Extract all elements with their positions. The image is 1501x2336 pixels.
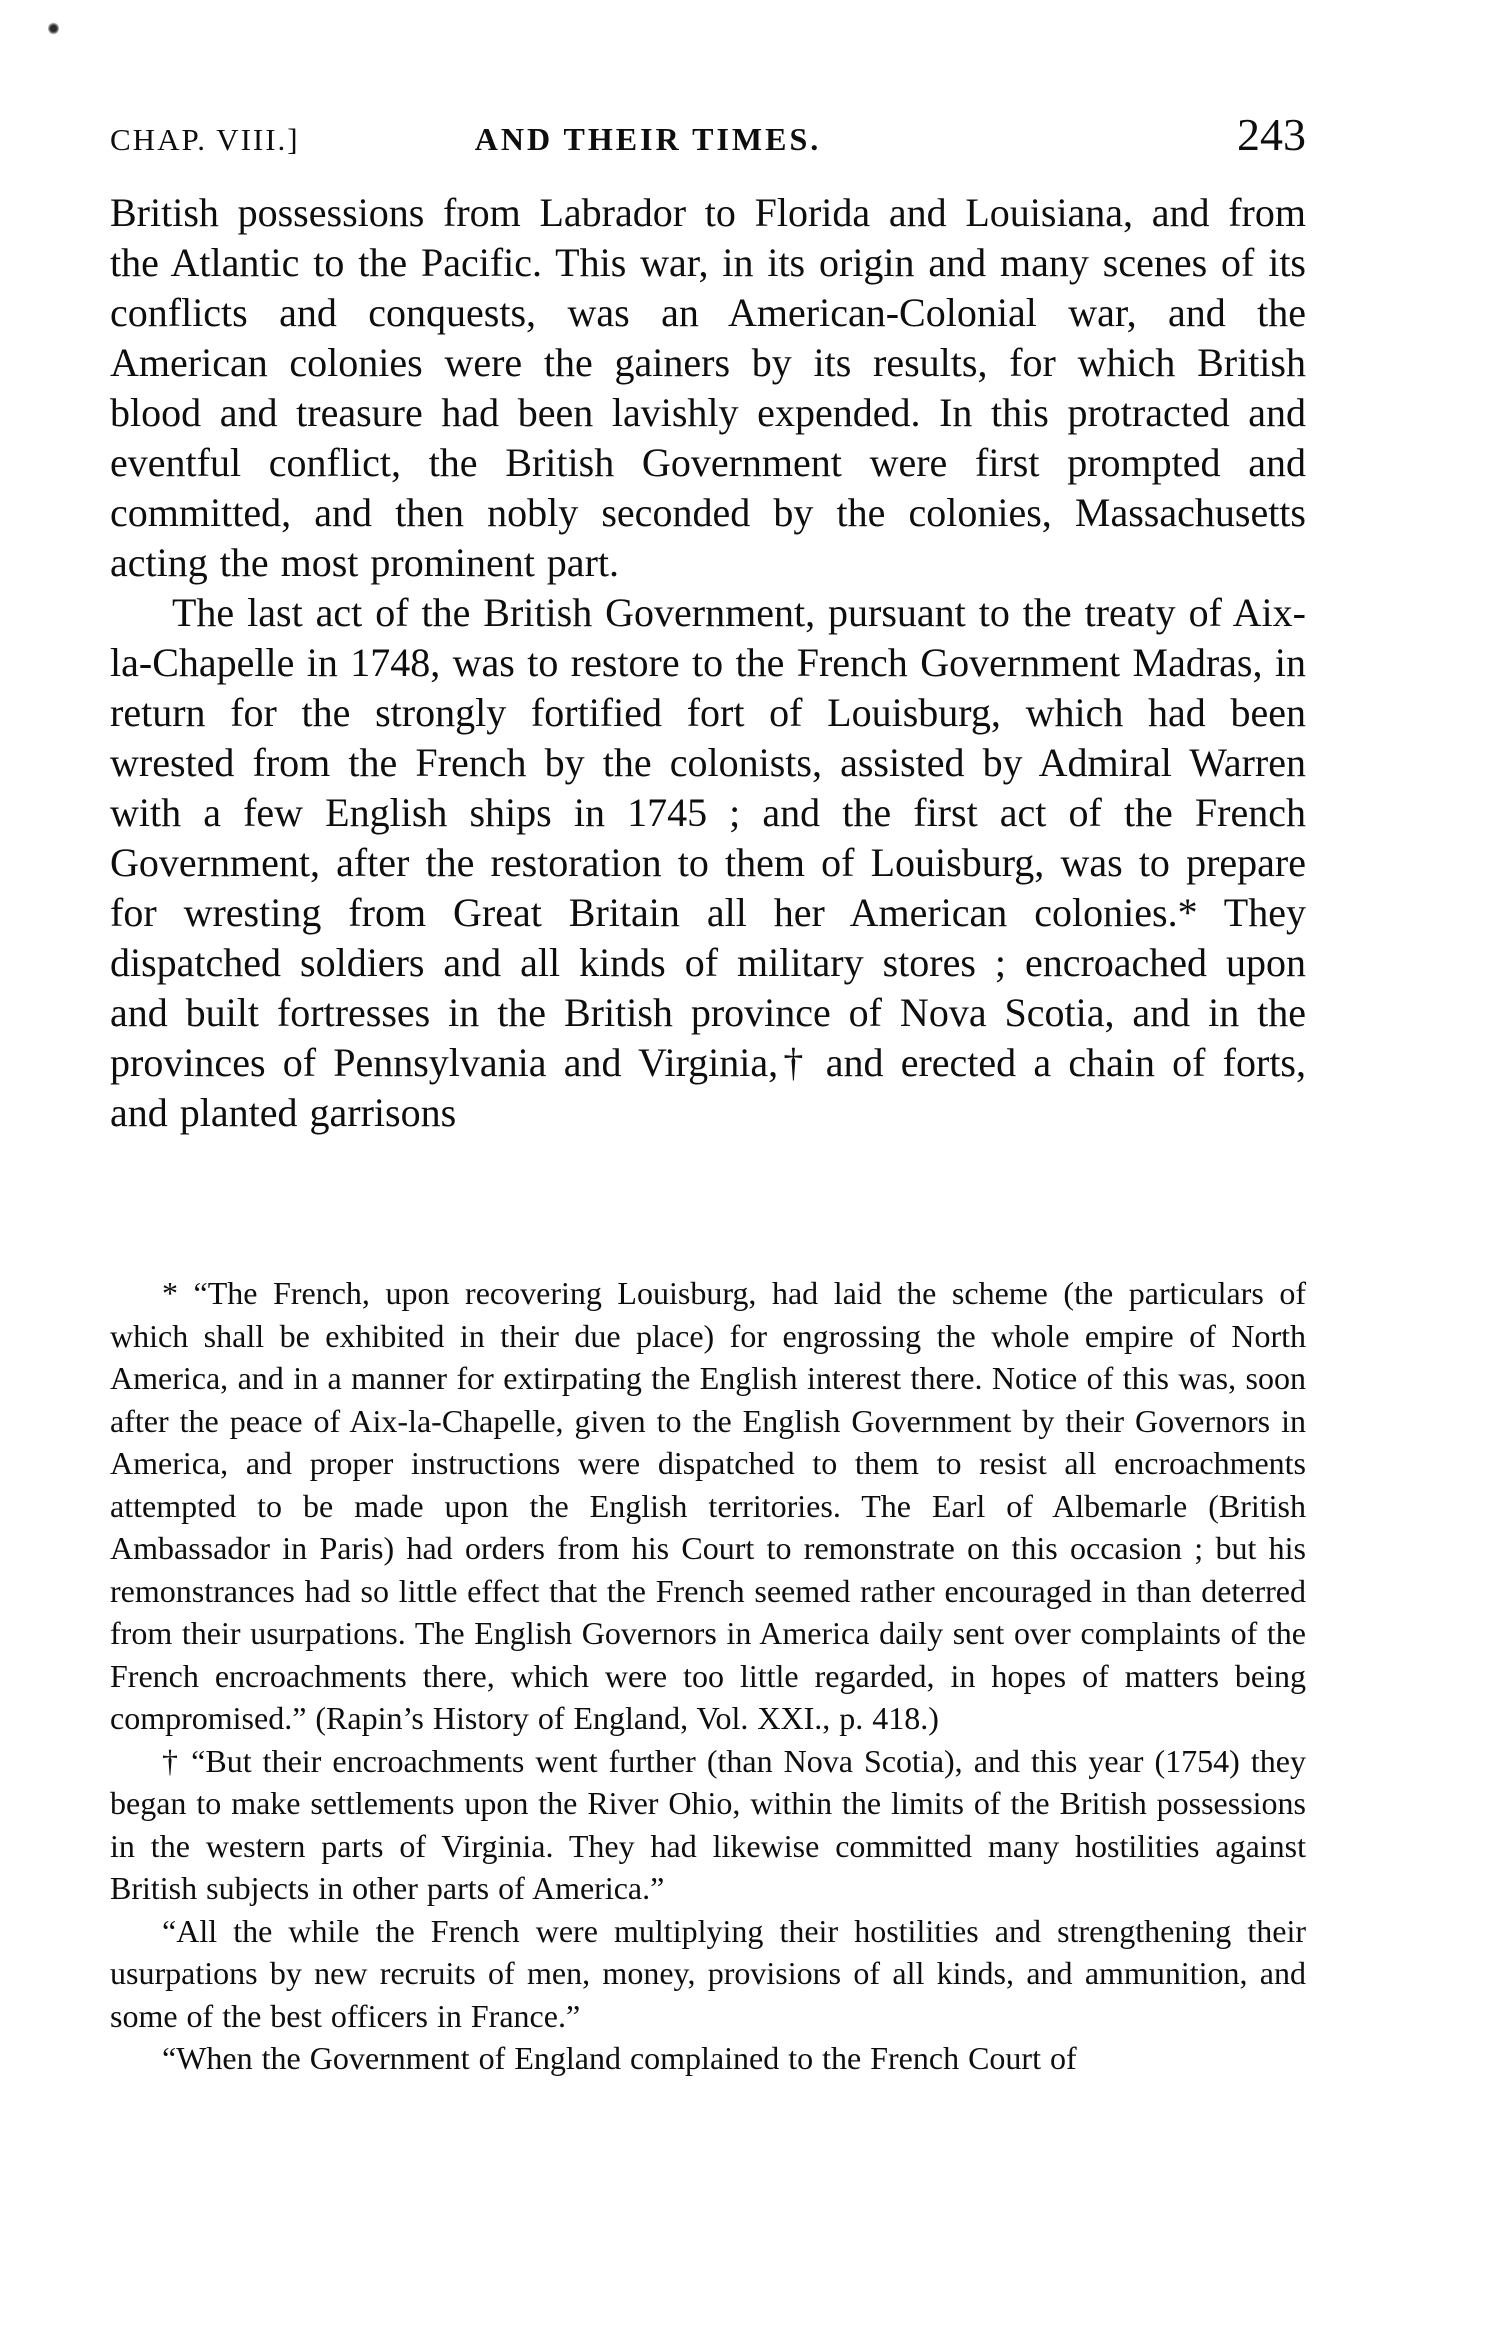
footnote-dagger-continued: “All the while the French were multiplying their hostilities and strengthening their usurpations by new recruits of men, money, provisions of all kinds, and ammunition, and some of the best officers in France.” [110,1912,1306,2034]
main-text-block [110,188,1306,1138]
footnote-asterisk: * “The French, upon recovering Louisburg, had laid the scheme (the particulars of which shall be exhibited in their due place) for engrossing the whole empire of North America, and in a manner for extirpating the English interest there. Notice of this was, soon after the peace of Aix-la-Chapelle, given to the English Government by their Governors in America, and proper instructions were dispatched to them to resist all encroachments attempted to be made upon the English territories. The Earl of Albemarle (British Ambassador in Paris) had orders from his Court to remonstrate on this occasion ; but his remonstrances had so little effect that the French seemed rather encouraged in than deterred from their usurpations. The English Governors in America daily sent over complaints of the French encroachments there, which were too little regarded, in hopes of matters being compromised.” (Rapin’s History of England, Vol. XXI., p. 418.) [110,1275,1306,1736]
body-paragraph-1: British possessions from Labrador to Florida and Louisiana, and from the Atlantic to the Pacific. This war, in its origin and many scenes of its conflicts and conquests, was an American-Colonial war, and the American colonies were the gainers by its results, for which British blood and treasure had been lavishly expended. In this protracted and eventful conflict, the British Government were first prompted and committed, and then nobly seconded by the colonies, Massachusetts acting the most prominent part. [110,190,1306,585]
body-paragraph-2: The last act of the British Government, pursuant to the treaty of Aix-la-Chapelle in 1748, was to restore to the French Government Madras, in return for the strongly fortified fort of Louisburg, which had been wrested from the French by the colonists, assisted by Admiral Warren with a few English ships in 1745 ; and the first act of the French Government, after the restoration to them of Louisburg, was to prepare for wresting from Great Britain all her American colonies.* They dispatched soldiers and all kinds of military stores ; encroached upon and built fortresses in the British province of Nova Scotia, and in the provinces of Pennsylvania and Virginia,† and erected a chain of forts, and planted garrisons [110,590,1306,1135]
scan-speck-artifact [48,22,59,35]
footnote-dagger-continued-2: “When the Government of England complained to the French Court of [162,2040,1077,2076]
footnotes-section [110,1272,1306,2080]
chapter-label: CHAP. VIII.] [110,122,300,157]
running-title: AND THEIR TIMES. [474,121,822,157]
footnote-dagger: † “But their encroachments went further (than Nova Scotia), and this year (1754) they began to make settlements upon the River Ohio, within the limits of the British possessions in the western parts of Virginia. They had likewise committed many hostilities against British subjects in other parts of America.” [110,1742,1306,1906]
page-number: 243 [1237,109,1307,160]
page-header [110,108,1306,161]
